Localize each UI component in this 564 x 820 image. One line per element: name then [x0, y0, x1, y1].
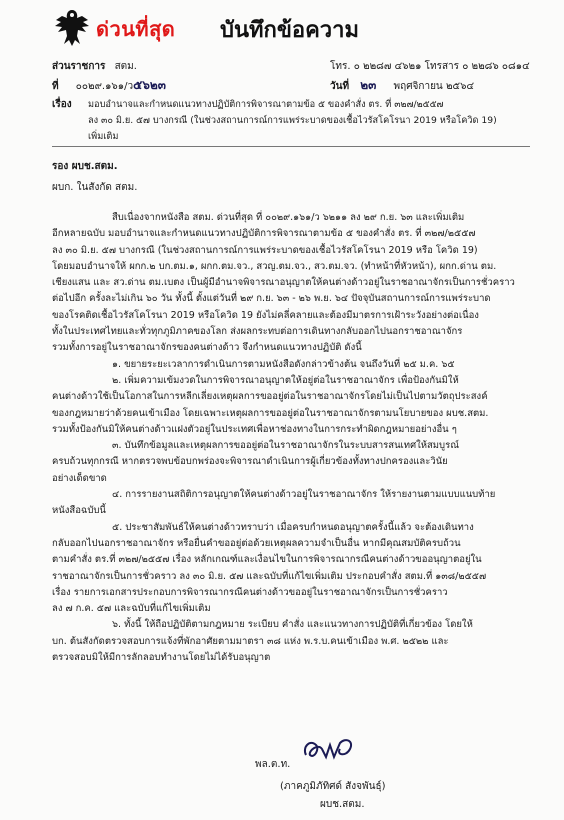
handwritten-signature-icon — [300, 735, 360, 765]
memo-body — [52, 210, 530, 666]
recipient-line-2: ผบก. ในสังกัด สตม. — [52, 182, 138, 193]
body-line: หนังสือฉบับนี้ — [52, 505, 106, 517]
body-line: เรื่อง รายการเอกสารประกอบการพิจารณากรณีคนต่างด้าวขออยู่ในราชอาณาจักรเป็นการชั่วคราว — [52, 586, 448, 598]
body-line: รวมทั้งป้องกันมิให้คนต่างด้าวแฝงตัวอยู่ในประเทศเพื่อหาช่องทางในการกระทำผิดกฎหมายอย่างอื่น ๆ — [52, 423, 457, 435]
ref-handwritten-number: ๕๖๒๓ — [133, 78, 166, 92]
garuda-emblem-icon — [52, 6, 92, 50]
agency-value: สตม. — [114, 61, 137, 72]
body-line: คนต่างด้าวใช้เป็นโอกาสในการหลีกเลี่ยงเหตุผลการขออยู่ต่อในราชอาณาจักรโดยไม่เป็นไปตามวัตถุประสงค์ — [52, 391, 488, 403]
body-line: ๖. ทั้งนี้ ให้ถือปฏิบัติตามกฎหมาย ระเบียบ คำสั่ง และแนวทางการปฏิบัติที่เกี่ยวข้อง โดยให้ — [112, 619, 473, 631]
date-day: ๒๓ — [360, 78, 377, 92]
body-line: ทั้งในประเทศไทยและทั่วทุกภูมิภาคของโลก ส่งผลกระทบต่อการเดินทางกลับออกไปนอกราชอาณาจักร — [52, 326, 463, 338]
date-label: วันที่ — [330, 81, 350, 92]
body-line: ตรวจสอบมิให้มีการลักลอบทำงานโดยไม่ได้รับอนุญาต — [52, 652, 271, 664]
body-line: สืบเนื่องจากหนังสือ สตม. ด่วนที่สุด ที่ ๐๐๒๙.๑๖๑/ว ๖๒๑๑ ลง ๒๙ ก.ย. ๖๓ และเพิ่มเติม — [112, 212, 465, 223]
date-row — [330, 79, 474, 93]
agency-row — [52, 60, 137, 73]
subject-line-3: เพิ่มเติม — [88, 131, 119, 142]
ref-row — [52, 79, 166, 93]
subject-line-2: ลง ๓๐ มิ.ย. ๕๗ บางกรณี (ในช่วงสถานการณ์การแพร่ระบาดของเชื้อไวรัสโคโรนา 2019 หรือโควิด 19) — [88, 115, 497, 126]
body-line: กลับออกไปนอกราชอาณาจักร หรือยื่นคำขออยู่ต่อด้วยเหตุผลความจำเป็นอื่น หากมีคุณสมบัติครบถ้วน — [52, 537, 461, 549]
date-rest: พฤศจิกายน ๒๕๖๔ — [393, 81, 475, 92]
signature-position: ผบช.สตม. — [320, 799, 365, 810]
body-line: อย่างเด็ดขาด — [52, 472, 107, 484]
urgency-stamp: ด่วนที่สุด — [96, 17, 176, 41]
body-line: ของโรคติดเชื้อไวรัสโคโรนา 2019 หรือโควิด 19 ยังไม่คลี่คลายและต้องมีมาตรการเฝ้าระวังอย่างต่อเนื่อง — [52, 309, 479, 321]
ref-value: ๐๐๒๙.๑๖๑/ว — [75, 81, 134, 92]
subject-line-1: มอบอำนาจและกำหนดแนวทางปฏิบัติการพิจารณาตามข้อ ๕ ของคำสั่ง ตร. ที่ ๓๒๗/๒๕๕๗ — [88, 99, 444, 110]
body-line: ๒. เพิ่มความเข้มงวดในการพิจารณาอนุญาตให้อยู่ต่อในราชอาณาจักร เพื่อป้องกันมิให้ — [112, 374, 459, 386]
page-title: บันทึกข้อความ — [220, 18, 360, 43]
body-line: ๑. ขยายระยะเวลาการดำเนินการตามหนังสือดังกล่าวข้างต้น จนถึงวันที่ ๒๕ ม.ค. ๖๕ — [112, 358, 455, 370]
agency-label: ส่วนราชการ — [52, 61, 106, 72]
signature-name: (ภาคภูมิภัทิศด์ สังจพันธุ์) — [280, 781, 386, 792]
phone-text: โทร. ๐ ๒๒๘๗ ๔๖๒๑ โทรสาร ๐ ๒๒๘๖ ๐๘๑๔ — [330, 61, 530, 72]
body-line: ๕. ประชาสัมพันธ์ให้คนต่างด้าวทราบว่า เมื่อครบกำหนดอนุญาตครั้งนี้แล้ว จะต้องเดินทาง — [112, 521, 474, 533]
ref-label: ที่ — [52, 81, 59, 92]
body-line: โดยมอบอำนาจให้ ผกก.๒ บก.ตม.๑, ผกก.ตม.จว., สวญ.ตม.จว., สว.ตม.จว. (ทำหน้าที่หัวหน้า), ผกก.ด่าน ตม. — [52, 260, 497, 272]
recipient-line-1: รอง ผบช.สตม. — [52, 161, 118, 172]
body-line: ๔. การรายงานสถิติการอนุญาตให้คนต่างด้าวอยู่ในราชอาณาจักร ให้รายงานตามแบบแนบท้าย — [112, 489, 496, 501]
subject-label: เรื่อง — [52, 99, 72, 110]
body-line: อีกหลายฉบับ มอบอำนาจและกำหนดแนวทางปฏิบัติการพิจารณาตามข้อ ๕ ของคำสั่ง ตร. ที่ ๓๒๗/๒๕๕๗ — [52, 228, 476, 240]
body-line: ของกฎหมายว่าด้วยคนเข้าเมือง โดยเฉพาะเหตุผลการขออยู่ต่อในราชอาณาจักรตามนโยบายของ ผบช.สตม. — [52, 407, 489, 419]
body-line: บก. ต้นสังกัดตรวจสอบการแจ้งที่พักอาศัยตามมาตรา ๓๘ แห่ง พ.ร.บ.คนเข้าเมือง พ.ศ. ๒๕๒๒ และ — [52, 635, 449, 647]
body-line: รวมทั้งการอยู่ในราชอาณาจักรของคนต่างด้าว จึงกำหนดแนวทางปฏิบัติ ดังนี้ — [52, 342, 362, 354]
signature-rank: พล.ต.ท. — [255, 759, 291, 770]
body-line: เชียงแสน และ สว.ด่าน ตม.เบตง เป็นผู้มีอำนาจพิจารณาอนุญาตให้คนต่างด้าวอยู่ในราชอาณาจักรเป็นการชั่วคราว — [52, 277, 515, 289]
body-line: ต่อไปอีก ครั้งละไม่เกิน ๖๐ วัน ทั้งนี้ ตั้งแต่วันที่ ๒๙ ก.ย. ๖๓ - ๒๖ พ.ย. ๖๔ ปัจจุบันสถานการณ์การแพร่ระบาด — [52, 293, 491, 305]
body-line: ๓. บันทึกข้อมูลและเหตุผลการขออยู่ต่อในราชอาณาจักรในระบบสารสนเทศให้สมบูรณ์ — [112, 440, 460, 452]
body-line: ลง ๓๐ มิ.ย. ๕๗ บางกรณี (ในช่วงสถานการณ์การแพร่ระบาดของเชื้อไวรัสโคโรนา 2019 หรือ โควิด 19) — [52, 244, 478, 256]
body-line: ราชอาณาจักรเป็นการชั่วคราว ลง ๓๐ มิ.ย. ๕๗ และฉบับที่แก้ไขเพิ่มเติม ประกอบคำสั่ง สตม.ที่ ๑๓๘/๒๕๕๗ — [52, 570, 487, 582]
body-line: ลง ๗ ก.ค. ๕๗ และฉบับที่แก้ไขเพิ่มเติม — [52, 603, 211, 615]
body-line: ครบถ้วนทุกกรณี หากตรวจพบข้อบกพร่องจะพิจารณาดำเนินการผู้เกี่ยวข้องทั้งทางปกครองและวินัย — [52, 456, 448, 468]
header-divider — [52, 146, 530, 147]
body-line: ตามคำสั่ง ตร.ที่ ๓๒๗/๒๕๕๗ เรื่อง หลักเกณฑ์และเงื่อนไขในการพิจารณากรณีคนต่างด้าวขออนุญาตอยู่ใน — [52, 554, 482, 566]
